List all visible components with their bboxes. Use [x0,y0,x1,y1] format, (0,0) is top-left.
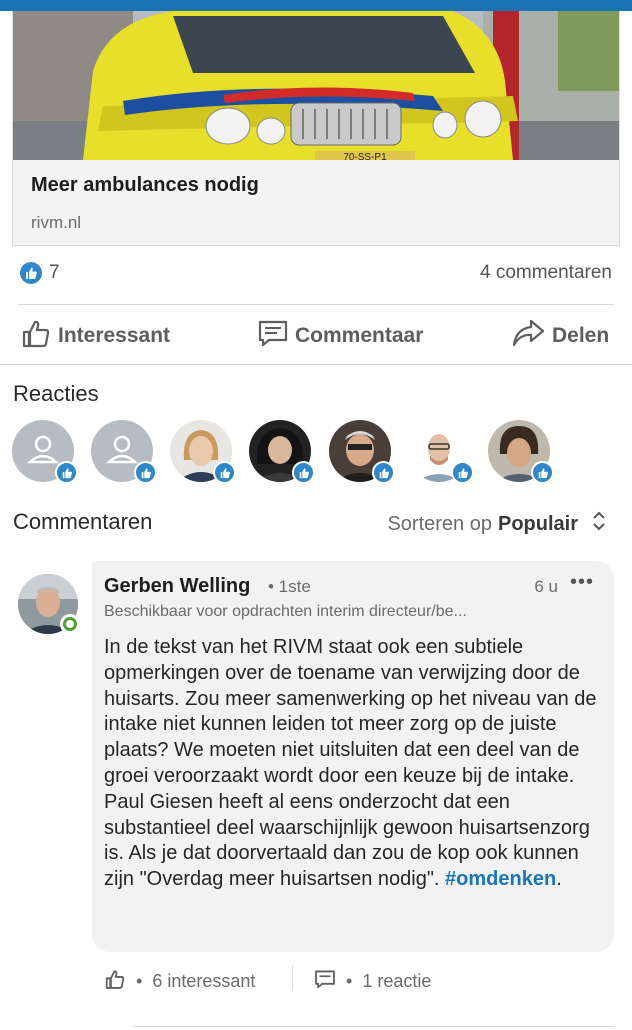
reactor-avatar[interactable] [408,420,470,482]
like-count[interactable]: 7 [49,262,60,283]
sort-control[interactable] [387,510,606,538]
comment-like-button[interactable] [104,968,255,995]
reactor-avatar[interactable] [329,420,391,482]
comment-button-label: Commentaar [295,324,424,347]
comment-period: . [556,868,562,891]
divider [292,966,293,990]
comment-text [104,635,604,893]
comment-author[interactable]: Gerben Welling [104,575,251,597]
card-domain: rivm.nl [31,213,82,232]
comment-replies-count: 1 reactie [362,971,432,991]
like-badge-icon [134,461,157,484]
post-stats [0,258,632,290]
like-badge-icon [213,461,236,484]
like-badge-icon [451,461,474,484]
like-button-label: Interessant [58,324,171,347]
top-accent-bar [0,0,632,11]
reactions-title: Reacties [13,381,99,406]
comments-title: Commentaren [13,509,153,534]
share-button-label: Delen [552,324,610,347]
online-status-icon [60,614,80,634]
thumbs-up-icon [104,968,126,995]
thumbs-up-icon [20,317,58,355]
more-options-icon[interactable]: ••• [569,571,594,593]
link-preview-card[interactable] [12,11,620,246]
comment-time: 6 u [534,577,558,596]
divider [0,364,632,365]
reactor-avatar[interactable] [488,420,550,482]
reactor-avatar[interactable] [170,420,232,482]
sort-chevrons-icon [592,510,606,538]
comment-reply-button[interactable] [314,968,431,995]
comment-button[interactable] [257,316,423,356]
like-badge-icon [55,461,78,484]
comment-icon [257,317,295,355]
separator-dot: • [136,971,143,991]
like-badge-icon [372,461,395,484]
license-plate: 70-SS-P1 [343,152,387,160]
comment-icon [314,968,336,995]
share-arrow-icon [510,317,552,355]
reactor-avatar[interactable] [12,420,74,482]
reactor-avatar[interactable] [91,420,153,482]
connection-degree: • 1ste [268,577,311,596]
comment-bubble [92,561,614,952]
comment-body: In de tekst van het RIVM staat ook een subtiele opmerkingen over de toename van verwijzing door de huisarts. Zou meer samenwerking op het niveau van de intake niet kunnen leiden tot meer zorg op de juiste plaats? We moeten niet uitsluiten dat een deel van de groei veroorzaakt wordt door een keuze bij de intake. Paul Giesen heeft al eens onderzocht dat een substantieel deel waarschijnlijk gewoon huisartsenzorg is. Als je dat doorvertaald dan zou de kop ook kunnen zijn "Overdag meer huisartsen nodig". [104,636,597,891]
comment-likes-count: 6 interessant [152,971,256,991]
card-title[interactable]: Meer ambulances nodig [31,174,259,196]
separator-dot: • [346,971,353,991]
author-headline: Beschikbaar voor opdrachten interim directeur/be... [104,603,467,620]
like-button[interactable] [20,316,170,356]
reactor-avatar[interactable] [249,420,311,482]
sort-prefix: Sorteren op [387,512,492,535]
sort-value: Populair [497,512,578,535]
post-actions [0,310,632,362]
divider [18,304,614,305]
reply-preview-edge [134,1026,614,1030]
comment-actions [0,962,632,996]
share-button[interactable] [510,316,609,356]
hashtag-link[interactable]: #omdenken [445,868,557,891]
like-badge-icon [292,461,315,484]
like-reaction-icon[interactable] [20,262,42,284]
like-badge-icon [531,461,554,484]
comment-count[interactable]: 4 commentaren [479,262,612,283]
ambulance-image [13,11,619,160]
